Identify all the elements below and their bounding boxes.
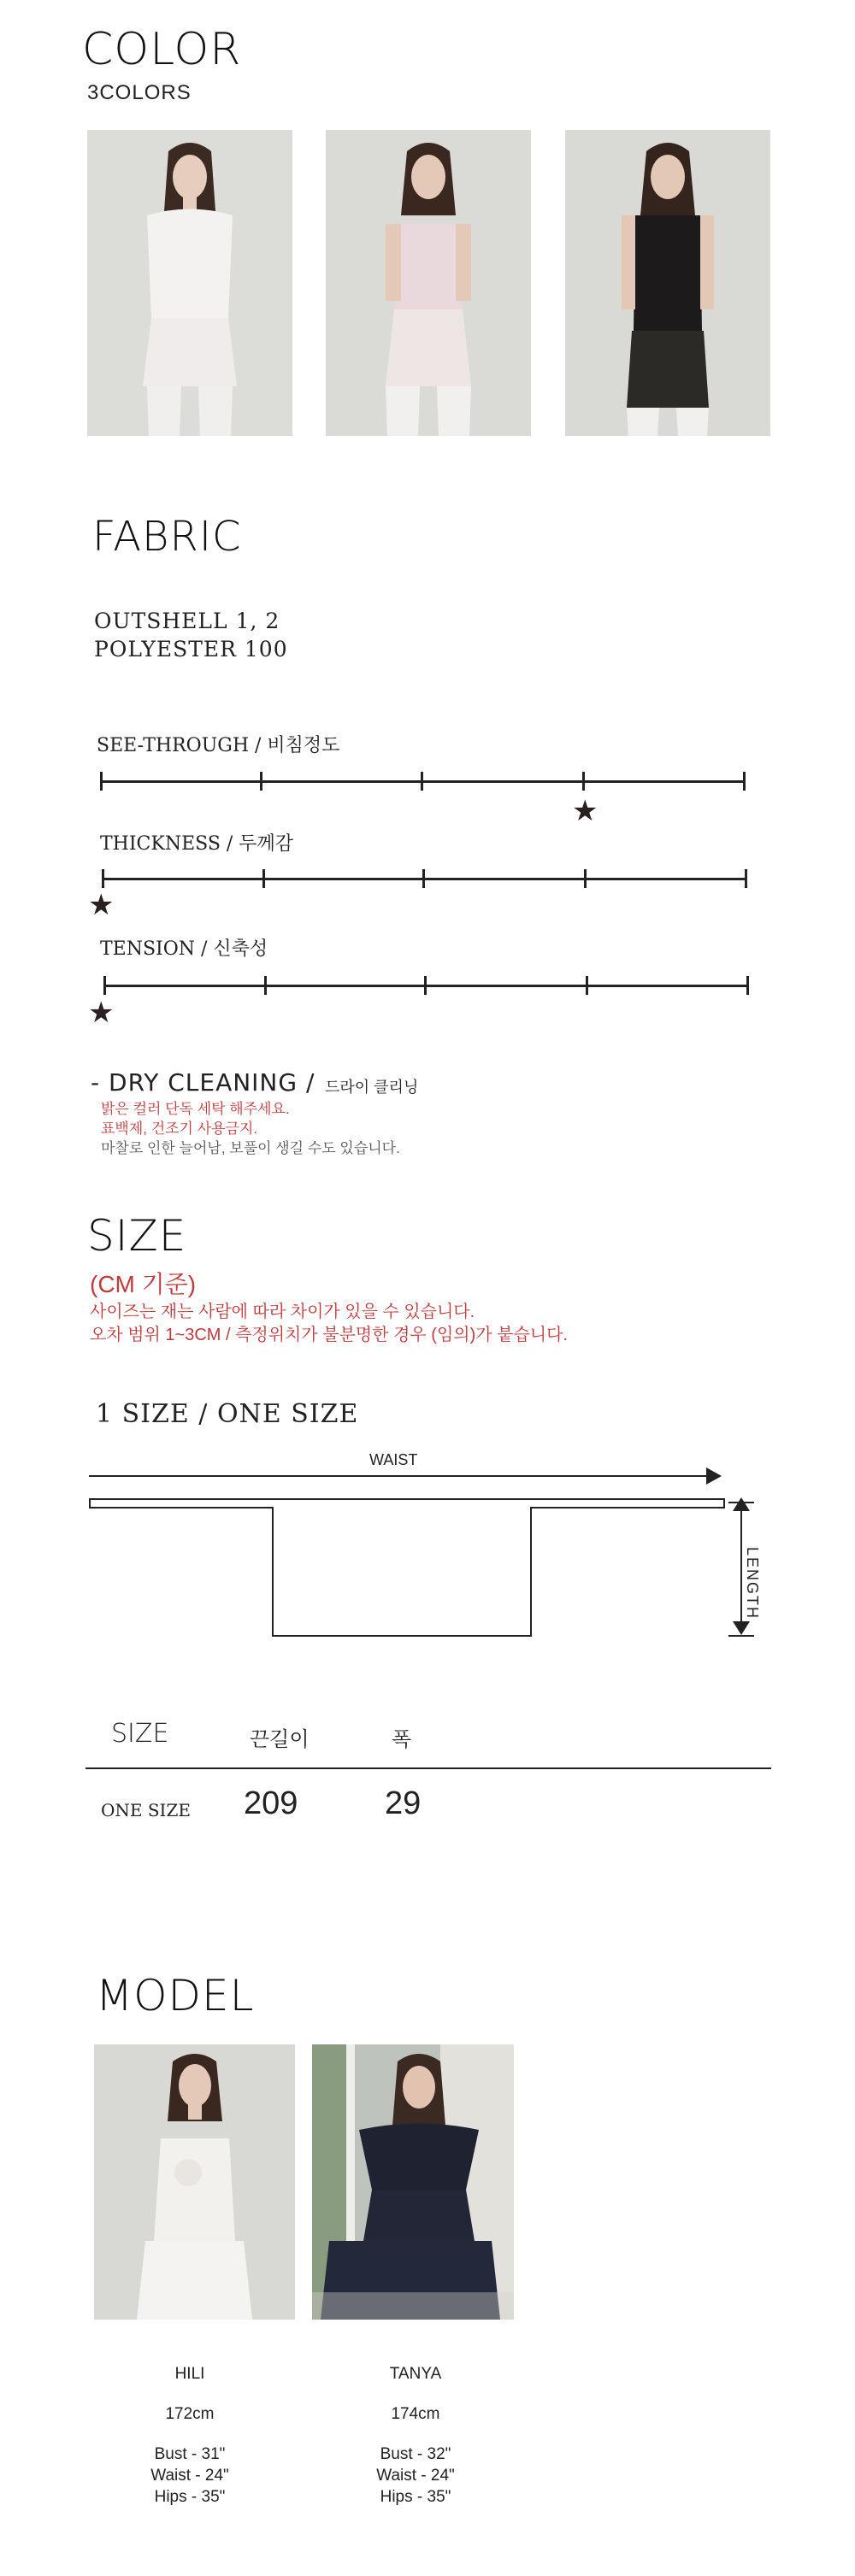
waist-arrowhead-icon [706, 1467, 722, 1485]
see-through-star-icon: ★ [572, 794, 598, 828]
thickness-label: THICKNESS / 두께감 [100, 833, 294, 855]
fabric-title: FABRIC [92, 513, 242, 561]
table-header-width: 폭 [392, 1728, 412, 1751]
length-arrowhead-bottom-icon [733, 1621, 750, 1635]
skirt-panel-diagram [272, 1507, 532, 1637]
black-outfit-photo [565, 130, 770, 436]
model-height: 174cm [391, 2405, 440, 2423]
model-height: 172cm [165, 2405, 215, 2423]
waist-arrow [89, 1475, 713, 1477]
model-name: HILI [174, 2365, 205, 2383]
length-label: LENGTH [744, 1547, 761, 1620]
hili-model-photo [94, 2044, 295, 2320]
table-header-size: SIZE [111, 1719, 169, 1749]
length-arrow [740, 1502, 742, 1630]
table-divider [86, 1767, 771, 1769]
white-outfit-photo [87, 130, 292, 436]
model-title: MODEL [96, 1971, 255, 2020]
hili-info [104, 2363, 275, 2508]
tension-label: TENSION / 신축성 [100, 938, 268, 960]
size-note-2: 오차 범위 1~3CM / 측정위치가 불분명한 경우 (임의)가 붙습니다. [90, 1326, 568, 1344]
care-note-2: 표백제, 건조기 사용금지. [101, 1120, 258, 1137]
table-header-strap: 끈길이 [250, 1728, 310, 1751]
fabric-outshell: OUTSHELL 1, 2 [94, 609, 280, 633]
care-note-1: 밝은 컬러 단독 세탁 해주세요. [101, 1101, 290, 1117]
size-note-1: 사이즈는 재는 사람에 따라 차이가 있을 수 있습니다. [90, 1303, 475, 1321]
model-name: TANYA [389, 2365, 442, 2383]
pink-outfit-photo [326, 130, 531, 436]
size-title: SIZE [87, 1211, 187, 1261]
size-unit: (CM 기준) [90, 1271, 197, 1297]
model-hips: Hips - 35" [154, 2488, 226, 2506]
tanya-model-photo [312, 2044, 514, 2320]
length-arrowhead-top-icon [733, 1497, 750, 1511]
color-count: 3COLORS [87, 81, 192, 104]
one-size-title: 1 SIZE / ONE SIZE [96, 1399, 359, 1429]
table-row-strap: 209 [244, 1785, 298, 1821]
model-waist: Waist - 24" [376, 2467, 455, 2485]
waist-label: WAIST [369, 1451, 418, 1468]
color-title: COLOR [82, 24, 242, 75]
model-bust: Bust - 32" [380, 2445, 451, 2463]
table-row-size: ONE SIZE [101, 1800, 191, 1820]
see-through-label: SEE-THROUGH / 비침정도 [97, 735, 340, 756]
model-waist: Waist - 24" [150, 2467, 229, 2485]
length-tick-top [728, 1502, 754, 1503]
table-row-width: 29 [385, 1785, 422, 1821]
thickness-star-icon: ★ [88, 888, 115, 922]
tanya-info [330, 2363, 501, 2508]
model-hips: Hips - 35" [380, 2488, 451, 2506]
model-bust: Bust - 31" [154, 2445, 226, 2463]
dry-cleaning-title: - DRY CLEANING / [91, 1068, 315, 1097]
fabric-composition: POLYESTER 100 [94, 637, 288, 662]
tension-star-icon: ★ [88, 996, 115, 1030]
care-note-gray: 마찰로 인한 늘어남, 보풀이 생길 수도 있습니다. [101, 1140, 400, 1156]
length-tick-bottom [728, 1635, 754, 1637]
dry-cleaning-sub: 드라이 클리닝 [325, 1079, 419, 1096]
